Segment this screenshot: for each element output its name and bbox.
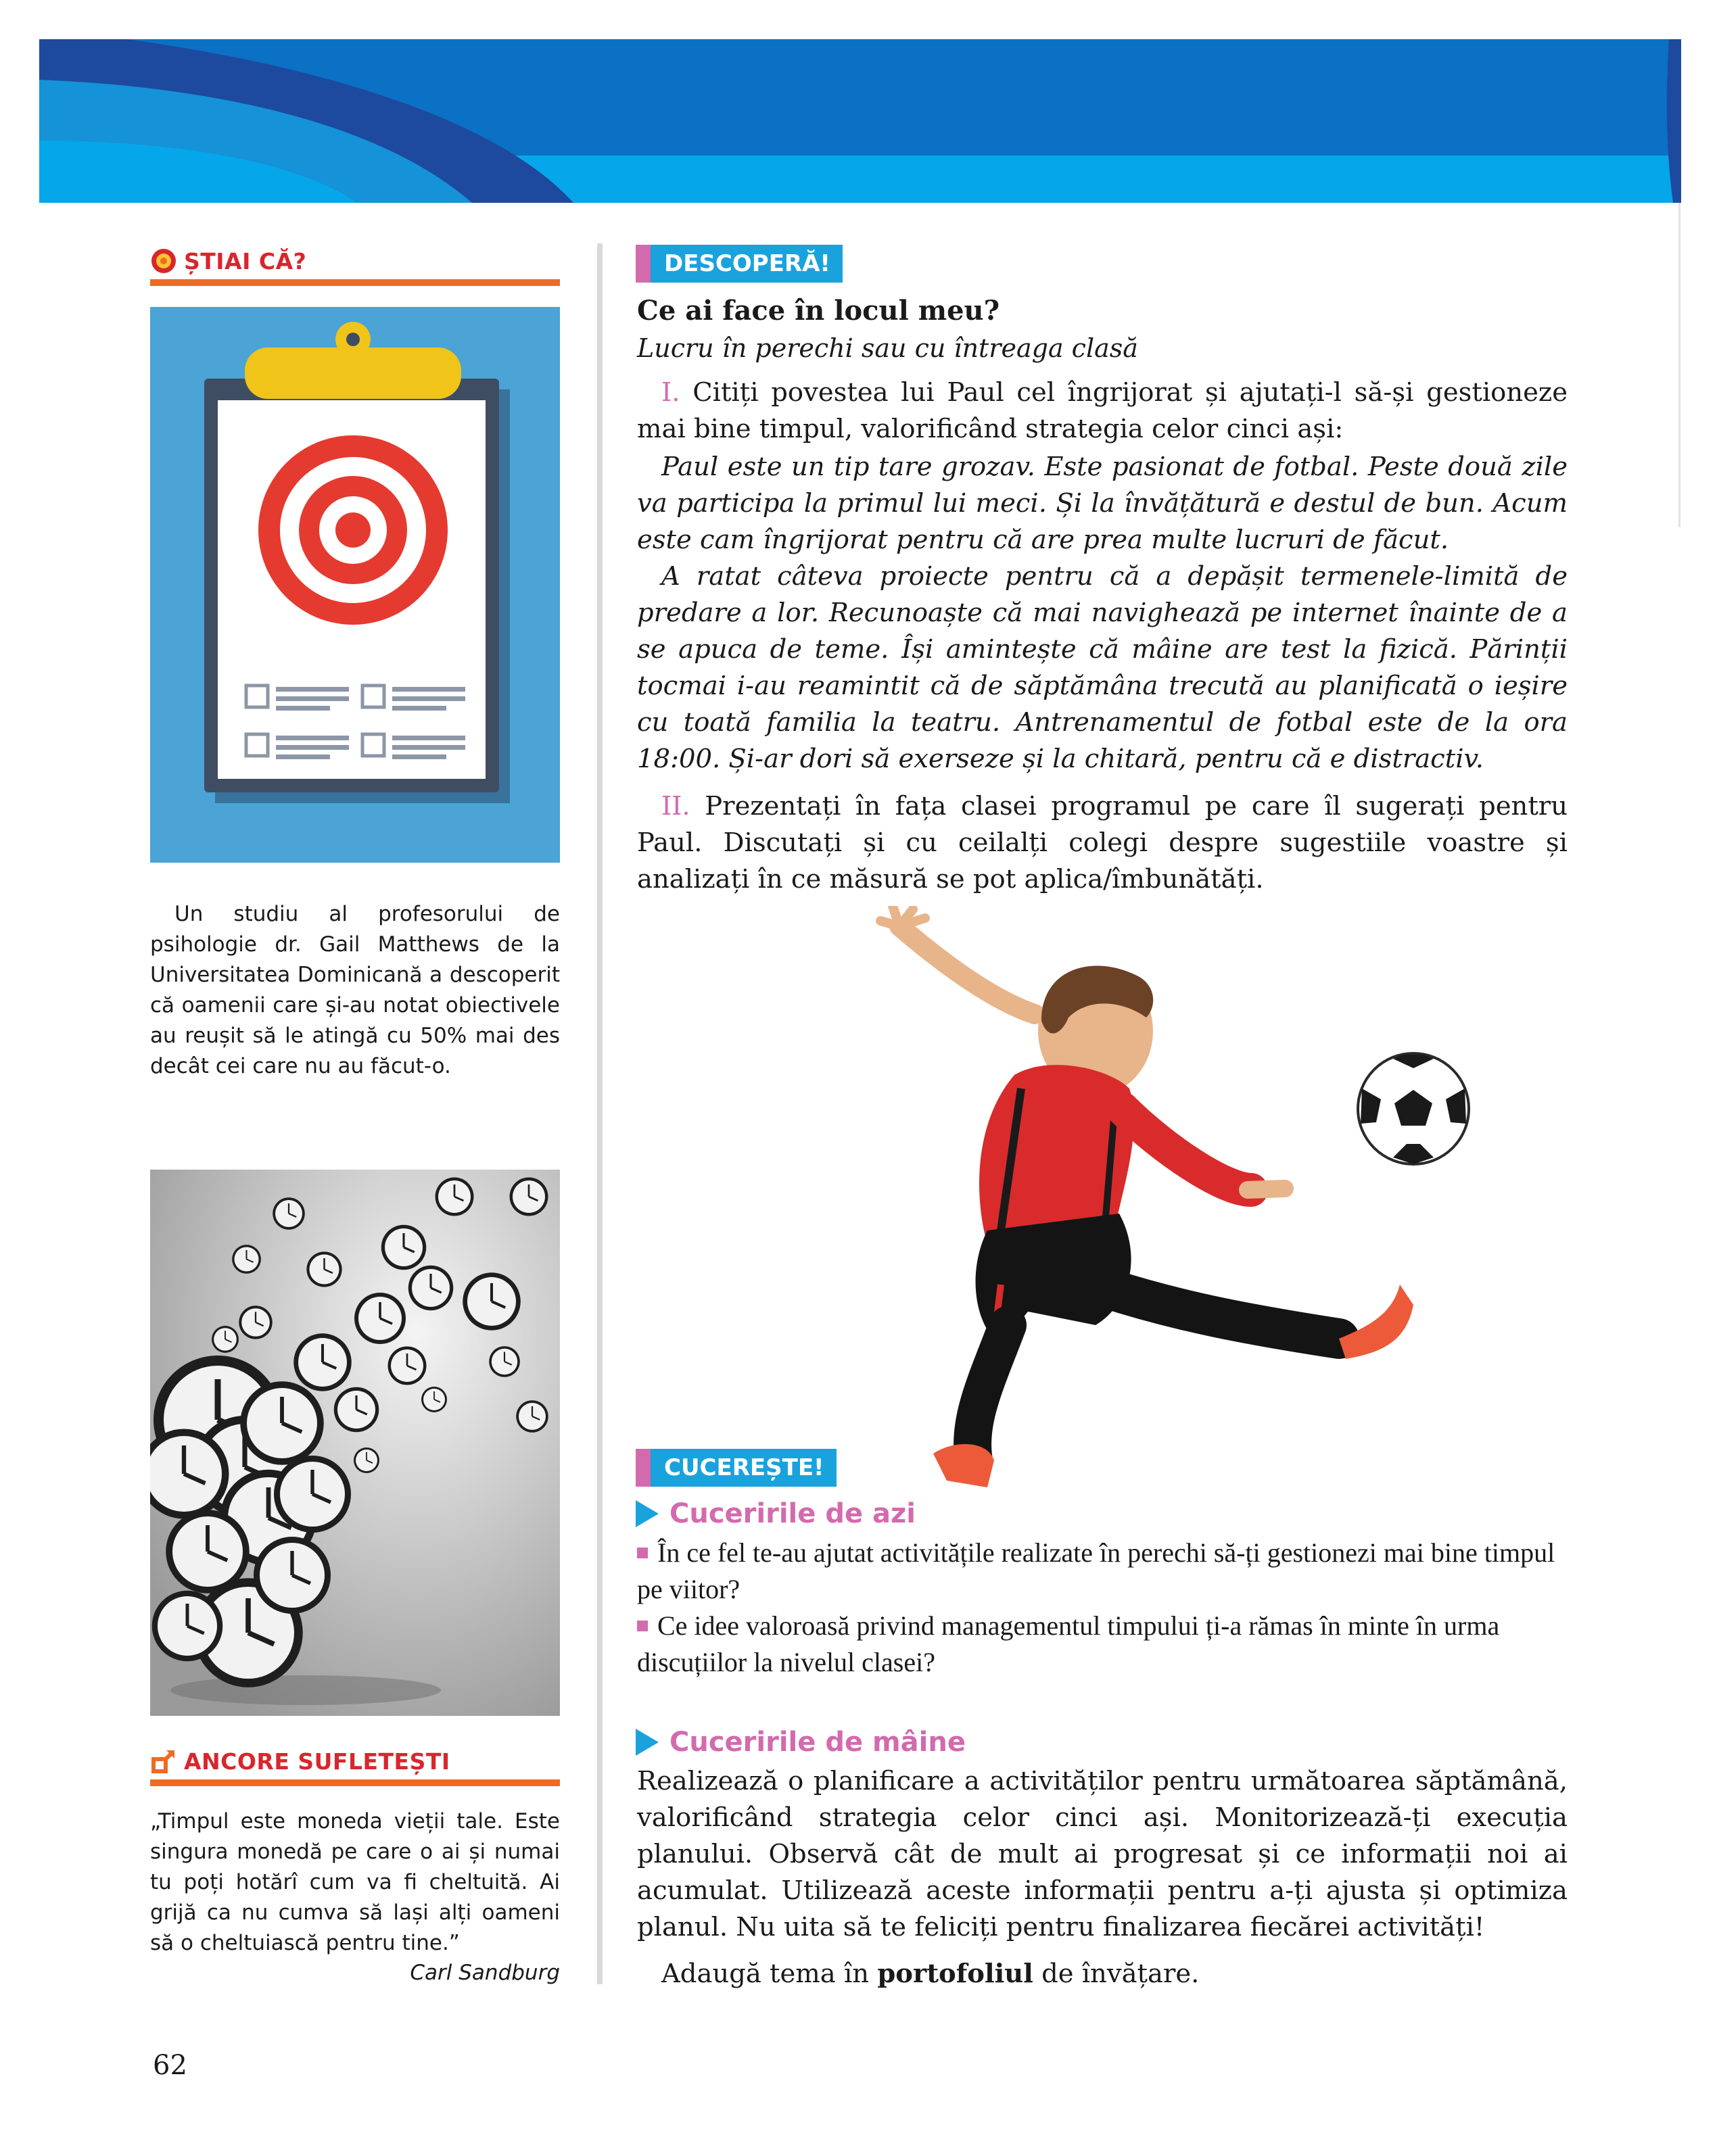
clipboard-target-illustration: [150, 307, 560, 863]
azi-question-1-text: În ce fel te-au ajutat activitățile realizate în perechi să-ți gestionezi mai bine timpul pe viitor?: [637, 1537, 1555, 1604]
ancore-rule: [150, 1779, 560, 1786]
stiai-ca-title: ȘTIAI CĂ?: [184, 247, 307, 274]
ancore-title: ANCORE SUFLETEȘTI: [184, 1748, 450, 1775]
cucereste-tag: CUCEREȘTE!: [636, 1449, 837, 1487]
anchor-arrows-icon: [150, 1748, 177, 1775]
portfolio-post: de învățare.: [1041, 1959, 1200, 1989]
right-edge-line: [1678, 203, 1680, 527]
task-one: [637, 375, 1568, 448]
ancore-quote: „Timpul este moneda vieții tale. Este singura monedă pe care o ai și numai tu poți hotărî cum va fi cheltuită. Ai grijă ca nu cumva să lași alți oameni să o cheltuiască pentru tine.”: [150, 1809, 560, 1955]
page-number: 62: [153, 2050, 187, 2081]
football-player-illustration: [872, 906, 1501, 1494]
play-triangle-icon: [636, 1500, 659, 1527]
cuceririle-azi-header: [636, 1498, 916, 1529]
descopera-subheading: Lucru în perechi sau cu întreaga clasă: [637, 333, 1138, 363]
lightbulb-icon: [150, 247, 177, 274]
clocks-head-illustration: [150, 1170, 560, 1716]
story-paragraph-2: A ratat câteva proiecte pentru că a depășit termenele-limită de predare a lor. Recunoaște că mai navighează pe internet înainte de a se apuca de teme. Își amintește că mâine are test la fizică. Părinții tocmai i-au reamintit că de săptămâna trecută au planificată o ieșire cu toată familia la teatru. Antrenamentul de fotbal este de la ora 18:00. Și-ar dori să exerseze și la chitară, pentru că e distractiv.: [637, 561, 1568, 774]
portfolio-pre: Adaugă tema în: [661, 1959, 870, 1989]
descopera-tag: DESCOPERĂ!: [636, 245, 843, 283]
task-two-number: II.: [661, 791, 690, 821]
descopera-heading: Ce ai face în locul meu?: [637, 295, 1000, 327]
bullet-square-icon: [637, 1548, 648, 1558]
column-divider: [597, 243, 603, 1984]
task-one-text: Citiți povestea lui Paul cel îngrijorat și ajutați-l să-și gestioneze mai bine timpul, valorificând strategia celor cinci ași:: [637, 377, 1568, 444]
stiai-ca-header: [150, 247, 560, 274]
azi-question-2-text: Ce idee valoroasă privind managementul timpului ți-a rămas în minte în urma discuțiilor la nivelul clasei?: [637, 1610, 1500, 1677]
ancore-header: [150, 1748, 560, 1775]
ancore-author: Carl Sandburg: [410, 1961, 560, 1985]
cuceririle-azi-title: Cuceririle de azi: [669, 1498, 916, 1529]
task-one-number: I.: [661, 377, 680, 408]
bullet-square-icon: [637, 1621, 648, 1631]
azi-question-1: [637, 1535, 1568, 1608]
cuceririle-maine-header: [636, 1727, 966, 1758]
cuceririle-maine-title: Cuceririle de mâine: [669, 1727, 966, 1758]
task-two: [637, 788, 1568, 898]
portfolio-bold: portofoliul: [877, 1959, 1033, 1989]
maine-text: Realizează o planificare a activităților pentru următoarea săptămână, valorificând strategia celor cinci ași. Monitorizează-ți execuția planului. Observă cât de mult ai progresat și ce informații noi ai acumulat. Utilizează aceste informații pentru a-ți ajusta și optimiza planul. Nu uita să te feliciți pentru finalizarea fiecărei activități!: [637, 1766, 1568, 1942]
play-triangle-icon: [636, 1729, 659, 1756]
task-two-text: Prezentați în fața clasei programul pe care îl sugerați pentru Paul. Discutați și cu ceilalți colegi despre sugestiile voastre și analizați în ce măsură se pot aplica/îmbunătăți.: [637, 791, 1568, 894]
azi-question-2: [637, 1608, 1568, 1681]
header-banner: [39, 39, 1681, 203]
portfolio-line: [637, 1956, 1568, 1992]
stiai-ca-text: Un studiu al profesorului de psihologie dr. Gail Matthews de la Universitatea Dominicană a descoperit că oamenii care și-au notat obiectivele au reușit să le atingă cu 50% mai des decât cei care nu au făcut-o.: [150, 902, 560, 1078]
stiai-ca-rule: [150, 279, 560, 286]
story-paragraph-1: Paul este un tip tare grozav. Este pasionat de fotbal. Peste două zile va participa la primul lui meci. Și la învățătură e destul de bun. Acum este cam îngrijorat pentru că are prea multe lucruri de făcut.: [637, 452, 1568, 555]
